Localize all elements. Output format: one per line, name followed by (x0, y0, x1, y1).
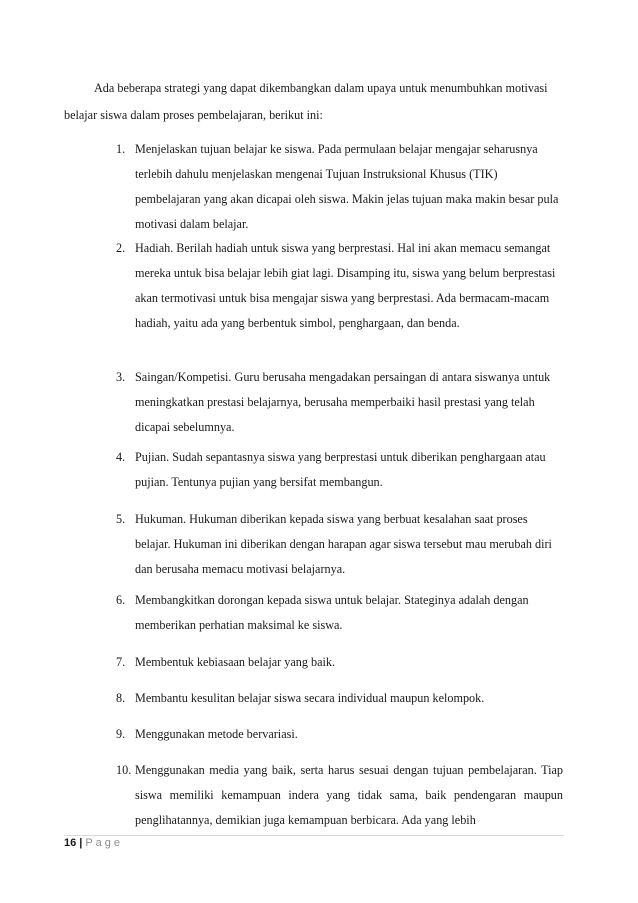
list-item-number: 9. (116, 727, 126, 741)
list-item (116, 758, 563, 833)
list-item (116, 236, 563, 336)
list-item-number: 6. (116, 593, 126, 607)
page-number: 16 (64, 837, 77, 849)
list-item-number: 7. (116, 655, 126, 669)
list-item-text: Membentuk kebiasaan belajar yang baik. (135, 655, 336, 669)
list-item-text: Pujian. Sudah sepantasnya siswa yang berprestasi untuk diberikan penghargaan atau pujian. Tentunya pujian yang bersifat membangun. (135, 450, 546, 489)
list-item (116, 137, 563, 237)
page-footer (64, 836, 123, 850)
footer-separator: | (79, 837, 83, 849)
list-item-number: 10. (116, 763, 132, 777)
list-item-text: Menggunakan metode bervariasi. (135, 727, 298, 741)
list-item (116, 722, 563, 747)
list-item-text: Membantu kesulitan belajar siswa secara individual maupun kelompok. (135, 691, 485, 705)
list-item-text: Hadiah. Berilah hadiah untuk siswa yang berprestasi. Hal ini akan memacu semangat mereka untuk bisa belajar lebih giat lagi. Disamping itu, siswa yang belum berprestasi akan termotivasi untuk bisa mengajar siswa yang berprestasi. Ada bermacam-macam hadiah, yaitu ada yang berbentuk simbol, penghargaan, dan benda. (135, 241, 556, 330)
list-item-number: 1. (116, 142, 126, 156)
list-item-number: 4. (116, 450, 126, 464)
footer-divider (64, 835, 564, 836)
list-item (116, 686, 563, 711)
list-item (116, 445, 563, 495)
intro-paragraph: Ada beberapa strategi yang dapat dikembangkan dalam upaya untuk menumbuhkan motivasi belajar siswa dalam proses pembelajaran, berikut ini: (64, 81, 548, 122)
list-item-text: Menjelaskan tujuan belajar ke siswa. Pada permulaan belajar mengajar seharusnya terlebih dahulu menjelaskan mengenai Tujuan Instruksional Khusus (TIK) pembelajaran yang akan dicapai oleh siswa. Makin jelas tujuan maka makin besar pula motivasi dalam belajar. (135, 142, 559, 231)
list-item-number: 2. (116, 241, 126, 255)
page-label: Page (85, 837, 124, 849)
list-item-number: 5. (116, 512, 126, 526)
list-item (116, 650, 563, 675)
list-item-number: 3. (116, 370, 126, 384)
list-item-text: Menggunakan media yang baik, serta harus sesuai dengan tujuan pembelajaran. Tiap siswa memiliki kemampuan indera yang tidak sama, baik pendengaran maupun penglihatannya, demikian juga kemampuan berbicara. Ada yang lebih (135, 763, 563, 827)
list-item-number: 8. (116, 691, 126, 705)
list-item-text: Saingan/Kompetisi. Guru berusaha mengadakan persaingan di antara siswanya untuk meningkatkan prestasi belajarnya, berusaha memperbaiki hasil prestasi yang telah dicapai sebelumnya. (135, 370, 551, 434)
list-item-text: Hukuman. Hukuman diberikan kepada siswa yang berbuat kesalahan saat proses belajar. Hukuman ini diberikan dengan harapan agar siswa tersebut mau merubah diri dan berusaha memacu motivasi belajarnya. (135, 512, 552, 576)
list-item (116, 588, 563, 638)
list-item-text: Membangkitkan dorongan kepada siswa untuk belajar. Stateginya adalah dengan memberikan perhatian maksimal ke siswa. (135, 593, 529, 632)
list-item (116, 507, 563, 582)
list-item (116, 365, 563, 440)
